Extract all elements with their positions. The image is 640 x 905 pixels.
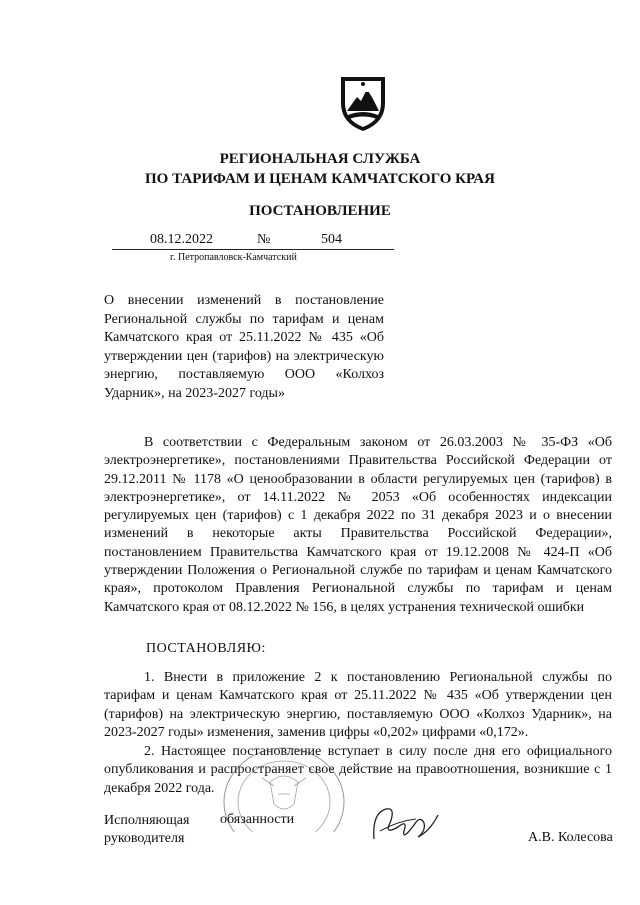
item-2-paragraph: 2. Настоящее постановление вступает в силу после дня его официального опубликования и распространяет свое действие на правоотношения, возникшие с 1 декабря 2022 года. <box>104 744 612 796</box>
city: г. Петропавловск-Камчатский <box>170 252 297 263</box>
registration-underline <box>112 249 394 250</box>
document-date: 08.12.2022 <box>150 232 213 247</box>
org-line-1: РЕГИОНАЛЬНАЯ СЛУЖБА <box>219 151 421 167</box>
position-line-1: Исполняющая <box>104 813 190 828</box>
position-line-2: руководителя <box>104 831 185 846</box>
coat-of-arms-emblem <box>337 73 389 133</box>
number-sign: № <box>257 232 271 247</box>
document-type: ПОСТАНОВЛЕНИЕ <box>249 203 391 219</box>
position-duty: обязанности <box>220 812 295 827</box>
signatory-position <box>104 812 189 848</box>
org-line-2: ПО ТАРИФАМ И ЦЕНАМ КАМЧАТСКОГО КРАЯ <box>145 171 495 187</box>
item-1-paragraph: 1. Внести в приложение 2 к постановлению Региональной службы по тарифам и ценам Камчатского края от 25.11.2022 № 435 «Об утверждении цен (тарифов) на электрическую энергию, поставляемую ООО «Колхоз Ударник», на 2023-2027 годы» изменения, заменив цифры «0,202» цифрами «0,172». <box>104 670 612 740</box>
resolve-heading: ПОСТАНОВЛЯЮ: <box>146 641 266 656</box>
handwritten-signature <box>368 801 446 847</box>
preamble-paragraph: В соответствии с Федеральным законом от 26.03.2003 № 35-ФЗ «Об электроэнергетике», постановлениями Правительства Российской Федерации от 29.12.2011 № 1178 «О ценообразовании в области регулируемых цен (тарифов) в электроэнергетике», от 14.11.2022 № 2053 «Об особенностях индексации регулируемых цен (тарифов) с 1 декабря 2022 по 31 декабря 2023 и о внесении изменений в некоторые акты Правительства Российской Федерации», постановлением Правительства Камчатского края от 19.12.2008 № 424-П «Об утверждении Положения о Региональной службе по тарифам и ценам Камчатского края», протоколом Правления Региональной службы по тарифам и ценам Камчатского края от 08.12.2022 № 156, в целях устранения технической ошибки <box>104 435 612 615</box>
document-subject: О внесении изменений в постановление Региональной службы по тарифам и ценам Камчатского края от 25.11.2022 № 435 «Об утверждении цен (тарифов) на электрическую энергию, поставляемую ООО «Колхоз Ударник», на 2023-2027 годы» <box>104 293 384 401</box>
organization-name <box>0 149 640 189</box>
registration-line <box>112 232 394 250</box>
document-number: 504 <box>321 232 342 247</box>
signer-name: А.В. Колесова <box>528 830 613 845</box>
